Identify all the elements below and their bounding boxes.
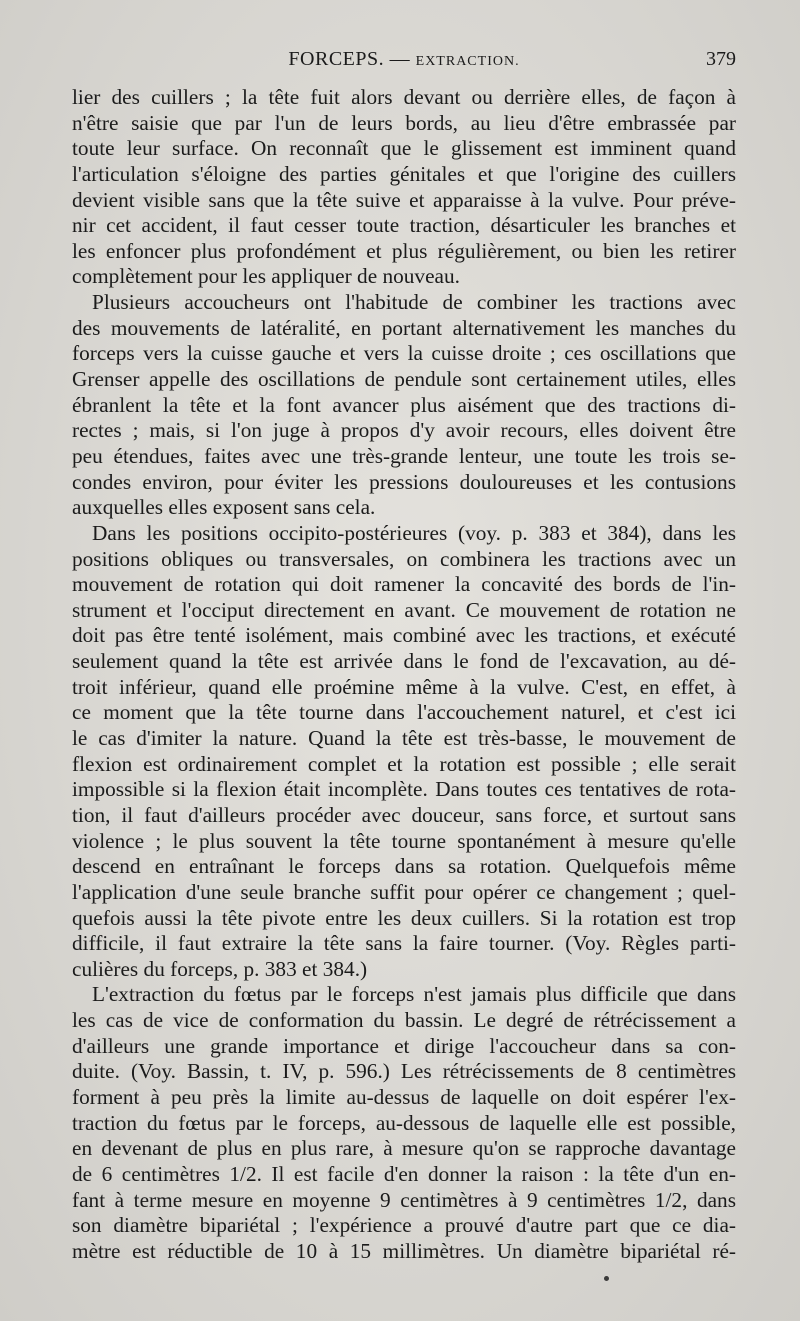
text-line: flexion est ordinairement complet et la rotation est possible ; elle serait bbox=[72, 751, 736, 776]
text-line: quefois aussi la tête pivote entre les deux cuillers. Si la rotation est trop bbox=[72, 905, 736, 930]
text-line: auxquelles elles exposent sans cela. bbox=[72, 495, 376, 520]
body-text bbox=[72, 85, 736, 1264]
text-line: mètre est réductible de 10 à 15 millimètres. Un diamètre bipariétal ré- bbox=[72, 1238, 736, 1263]
text-line: culières du forceps, p. 383 et 384.) bbox=[72, 956, 368, 981]
ink-speck bbox=[604, 1276, 609, 1281]
text-line: lier des cuillers ; la tête fuit alors devant ou derrière elles, de façon à bbox=[72, 85, 736, 109]
text-line: doit pas être tenté isolément, mais combiné avec les tractions, et exécuté bbox=[72, 623, 736, 648]
text-line: de 6 centimètres 1/2. Il est facile d'en donner la raison : la tête d'un en- bbox=[72, 1161, 736, 1186]
title-main: FORCEPS. bbox=[288, 48, 385, 70]
text-line: l'articulation s'éloigne des parties génitales et que l'origine des cuillers bbox=[72, 161, 736, 186]
text-line: violence ; le plus souvent la tête tourne spontanément à mesure qu'elle bbox=[72, 828, 736, 853]
text-line: des mouvements de latéralité, en portant alternativement les manches du bbox=[72, 315, 736, 340]
title-section: EXTRACTION. bbox=[415, 54, 520, 69]
text-line: duite. (Voy. Bassin, t. IV, p. 596.) Les rétrécissements de 8 centimètres bbox=[72, 1059, 736, 1084]
text-line: en devenant de plus en plus rare, à mesure qu'on se rapproche davantage bbox=[72, 1136, 736, 1161]
text-line: n'être saisie que par l'un de leurs bords, au lieu d'être embrassée par bbox=[72, 110, 736, 135]
text-line: fant à terme mesure en moyenne 9 centimètres à 9 centimètres 1/2, dans bbox=[72, 1187, 736, 1212]
running-title bbox=[72, 48, 736, 71]
text-line: mouvement de rotation qui doit ramener la concavité des bords de l'in- bbox=[72, 572, 736, 597]
text-line: Grenser appelle des oscillations de pendule sont certainement utiles, elles bbox=[72, 367, 736, 392]
text-line: difficile, il faut extraire la tête sans la faire tourner. (Voy. Règles parti- bbox=[72, 931, 736, 956]
text-line: peu étendues, faites avec une très-grande lenteur, une toute les trois se- bbox=[72, 443, 736, 468]
text-line: Dans les positions occipito-postérieures (voy. p. 383 et 384), dans les bbox=[92, 520, 736, 545]
text-line: impossible si la flexion était incomplète. Dans toutes ces tentatives de rota- bbox=[72, 777, 736, 802]
text-line: forceps vers la cuisse gauche et vers la cuisse droite ; ces oscillations que bbox=[72, 341, 736, 366]
text-line: ce moment que la tête tourne dans l'accouchement naturel, et c'est ici bbox=[72, 700, 736, 725]
text-line: le cas d'imiter la nature. Quand la tête est très-basse, le mouvement de bbox=[72, 726, 736, 751]
text-line: son diamètre bipariétal ; l'expérience a prouvé d'autre part que ce dia- bbox=[72, 1213, 736, 1238]
text-line: condes environ, pour éviter les pressions douloureuses et les contusions bbox=[72, 469, 736, 494]
text-line: nir cet accident, il faut cesser toute traction, désarticuler les branches et bbox=[72, 213, 736, 238]
text-line: ébranlent la tête et la font avancer plus aisément que des tractions di- bbox=[72, 392, 736, 417]
text-line: Plusieurs accoucheurs ont l'habitude de combiner les tractions avec bbox=[92, 290, 736, 315]
page-number: 379 bbox=[706, 48, 736, 70]
text-line: descend en entraînant le forceps dans sa rotation. Quelquefois même bbox=[72, 854, 736, 879]
text-line: positions obliques ou transversales, on combinera les tractions avec un bbox=[72, 546, 736, 571]
text-line: traction du fœtus par le forceps, au-dessous de laquelle elle est possible, bbox=[72, 1110, 736, 1135]
title-dash: — bbox=[389, 48, 411, 70]
text-line: tion, il faut d'ailleurs procéder avec douceur, sans force, et surtout sans bbox=[72, 802, 736, 827]
text-line: complètement pour les appliquer de nouveau. bbox=[72, 264, 460, 289]
text-line: toute leur surface. On reconnaît que le glissement est imminent quand bbox=[72, 136, 736, 161]
page-header bbox=[72, 48, 736, 78]
text-line: L'extraction du fœtus par le forceps n'est jamais plus difficile que dans bbox=[92, 982, 736, 1007]
text-line: les enfoncer plus profondément et plus régulièrement, ou bien les retirer bbox=[72, 238, 736, 263]
text-line: troit inférieur, quand elle proémine même à la vulve. C'est, en effet, à bbox=[72, 674, 736, 699]
text-line: les cas de vice de conformation du bassin. Le degré de rétrécissement a bbox=[72, 1008, 736, 1033]
text-line: l'application d'une seule branche suffit pour opérer ce changement ; quel- bbox=[72, 879, 736, 904]
text-line: rectes ; mais, si l'on juge à propos d'y avoir recours, elles doivent être bbox=[72, 418, 736, 443]
text-line: seulement quand la tête est arrivée dans le fond de l'excavation, au dé- bbox=[72, 649, 736, 674]
text-line: d'ailleurs une grande importance et dirige l'accoucheur dans sa con- bbox=[72, 1033, 736, 1058]
text-line: strument et l'occiput directement en avant. Ce mouvement de rotation ne bbox=[72, 597, 736, 622]
text-line: forment à peu près la limite au-dessus de laquelle on doit espérer l'ex- bbox=[72, 1084, 736, 1109]
text-line: devient visible sans que la tête suive et apparaisse à la vulve. Pour préve- bbox=[72, 187, 736, 212]
